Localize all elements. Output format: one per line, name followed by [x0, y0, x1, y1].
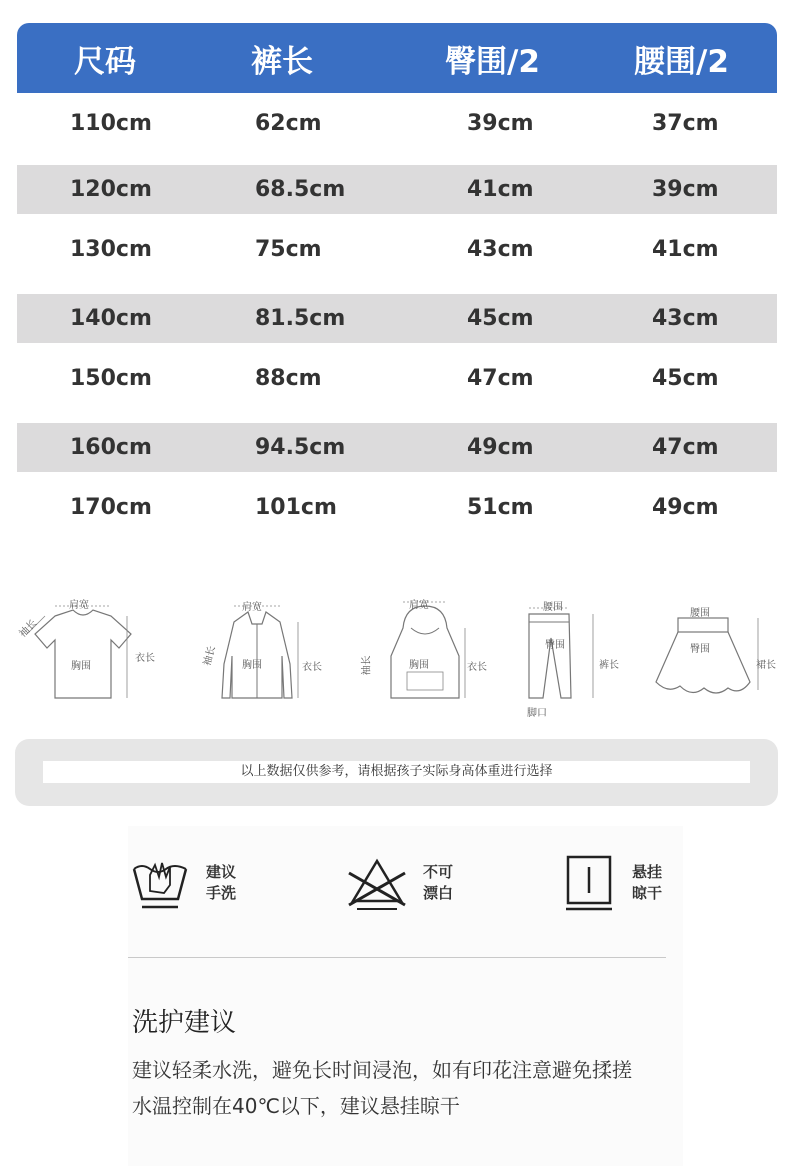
cell-hip: 51cm — [467, 494, 534, 520]
cell-pants-length: 75cm — [255, 236, 322, 262]
table-row — [17, 214, 777, 284]
cell-waist: 45cm — [652, 365, 719, 391]
length-label: 裤长 — [599, 660, 619, 671]
skirt-icon — [648, 594, 783, 714]
cell-size: 160cm — [70, 435, 152, 460]
length-label: 衣长 — [302, 662, 322, 673]
care-section — [128, 826, 683, 1166]
length-label: 衣长 — [135, 653, 155, 664]
table-header — [17, 23, 777, 93]
care-label: 悬挂 晾干 — [632, 863, 663, 902]
cell-size: 140cm — [70, 306, 152, 331]
cell-pants-length: 101cm — [255, 494, 337, 520]
cell-hip: 43cm — [467, 236, 534, 262]
jacket-diagram — [190, 594, 340, 714]
care-hand-wash — [128, 851, 236, 915]
care-hang-dry — [562, 851, 662, 915]
cell-waist: 41cm — [652, 236, 719, 262]
header-waist: 腰围/2 — [634, 43, 729, 80]
header-hip: 臀围/2 — [445, 43, 540, 80]
cell-size: 170cm — [70, 494, 152, 520]
cell-pants-length: 81.5cm — [255, 306, 346, 331]
hoodie-diagram — [355, 594, 505, 714]
header-size: 尺码 — [74, 43, 136, 80]
cell-waist: 37cm — [652, 110, 719, 136]
sleeve-label: 袖长 — [202, 644, 218, 668]
care-title: 洗护建议 — [132, 1008, 237, 1038]
note-box — [15, 739, 778, 806]
tshirt-diagram — [15, 594, 165, 714]
size-note: 以上数据仅供参考，请根据孩子实际身高体重进行选择 — [43, 761, 750, 783]
pants-diagram — [515, 594, 625, 720]
waist-label: 腰围 — [690, 608, 710, 619]
length-label: 裙长 — [756, 660, 776, 671]
sleeve-label: 袖长 — [17, 617, 40, 640]
cell-size: 130cm — [70, 236, 152, 262]
care-label: 不可 漂白 — [423, 863, 454, 902]
table-row — [17, 165, 777, 214]
cell-waist: 49cm — [652, 494, 719, 520]
cell-hip: 47cm — [467, 365, 534, 391]
cell-pants-length: 88cm — [255, 365, 322, 391]
chest-label: 胸围 — [242, 660, 262, 671]
cell-waist: 47cm — [652, 435, 719, 460]
skirt-diagram — [648, 594, 783, 714]
header-pants-length: 裤长 — [251, 43, 313, 80]
hip-label: 臀围 — [545, 640, 565, 651]
shoulder-label: 肩宽 — [409, 600, 429, 611]
table-row — [17, 343, 777, 413]
care-instructions-line2: 水温控制在40℃以下，建议悬挂晾干 — [132, 1094, 460, 1118]
cell-pants-length: 62cm — [255, 110, 322, 136]
length-label: 衣长 — [467, 662, 487, 673]
size-table — [17, 23, 777, 542]
care-instructions-line1: 建议轻柔水洗，避免长时间浸泡，如有印花注意避免揉搓 — [132, 1058, 632, 1082]
table-row — [17, 472, 777, 542]
shoulder-label: 肩宽 — [242, 602, 262, 613]
chest-label: 胸围 — [71, 661, 91, 672]
cell-pants-length: 94.5cm — [255, 435, 346, 460]
table-row — [17, 91, 777, 155]
table-row — [17, 294, 777, 343]
hoodie-icon — [355, 594, 505, 714]
cell-size: 120cm — [70, 177, 152, 202]
garment-illustrations — [0, 594, 790, 720]
cell-waist: 39cm — [652, 177, 719, 202]
cell-hip: 41cm — [467, 177, 534, 202]
waist-label: 腰围 — [543, 602, 563, 613]
table-row — [17, 423, 777, 472]
hand-wash-icon — [128, 851, 192, 915]
divider — [128, 957, 666, 958]
chest-label: 胸围 — [409, 660, 429, 671]
sleeve-label: 袖长 — [361, 655, 373, 676]
cell-hip: 49cm — [467, 435, 534, 460]
hang-dry-icon — [562, 851, 618, 915]
shoulder-label: 肩宽 — [69, 600, 89, 611]
cell-size: 150cm — [70, 365, 152, 391]
care-no-bleach — [345, 851, 453, 915]
cell-size: 110cm — [70, 110, 152, 136]
hem-label: 脚口 — [527, 708, 547, 719]
cell-hip: 39cm — [467, 110, 534, 136]
care-label: 建议 手洗 — [206, 863, 237, 902]
cell-hip: 45cm — [467, 306, 534, 331]
no-bleach-icon — [345, 851, 409, 915]
cell-waist: 43cm — [652, 306, 719, 331]
hip-label: 臀围 — [690, 644, 710, 655]
cell-pants-length: 68.5cm — [255, 177, 346, 202]
